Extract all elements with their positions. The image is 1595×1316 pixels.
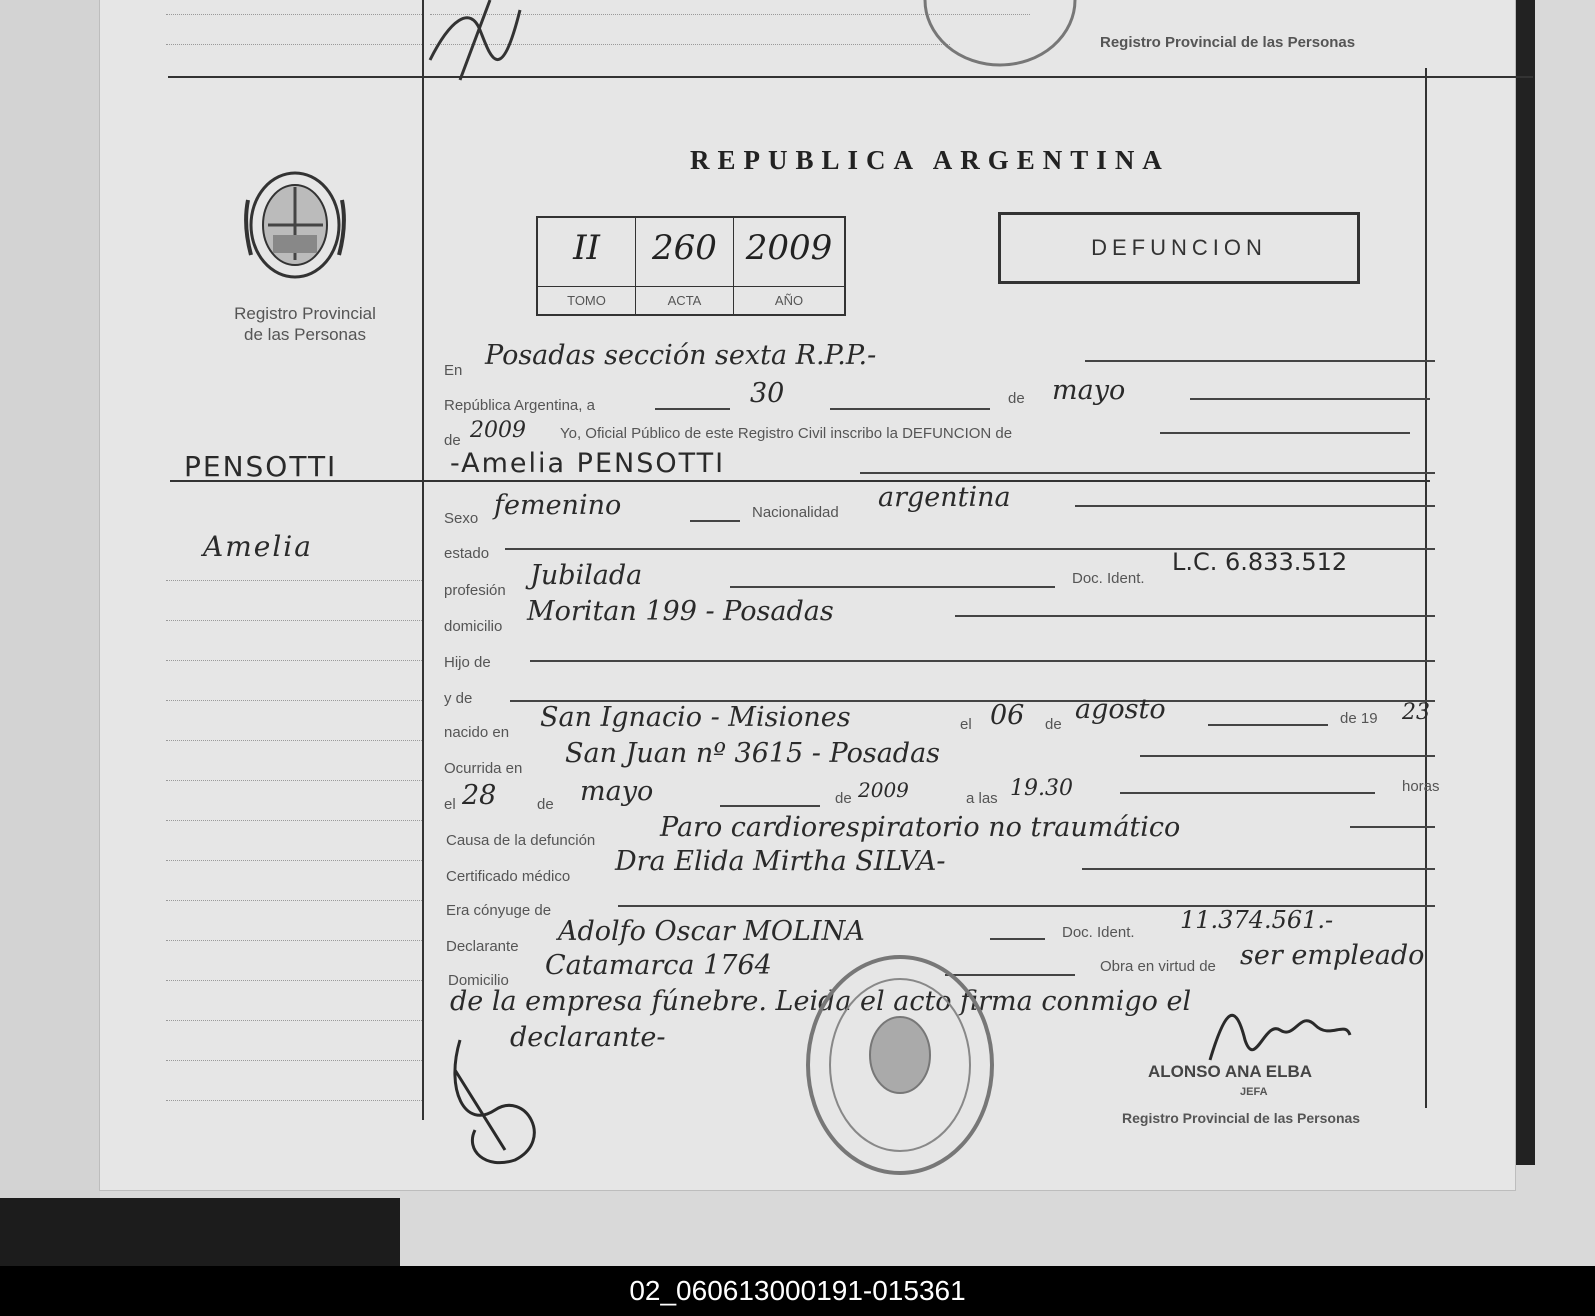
dark-background bbox=[0, 1198, 400, 1268]
obra-label: Obra en virtud de bbox=[1100, 958, 1216, 975]
nacido-value: San Ignacio - Misiones bbox=[540, 702, 851, 733]
birth-month-value: agosto bbox=[1075, 694, 1166, 725]
domicilio-value: Moritan 199 - Posadas bbox=[527, 596, 834, 627]
declarante-value: Adolfo Oscar MOLINA bbox=[558, 916, 865, 947]
sexo-label: Sexo bbox=[444, 510, 479, 527]
domicilio2-label: Domicilio bbox=[448, 972, 509, 989]
de4-label: de 19 bbox=[1340, 710, 1378, 727]
dotted-line bbox=[166, 740, 422, 741]
dotted-line bbox=[166, 1060, 422, 1061]
anio-cell: 2009 AÑO bbox=[734, 218, 844, 314]
de-label: de bbox=[1008, 390, 1025, 407]
profesion-label: profesión bbox=[444, 582, 506, 599]
ocurrida-label: Ocurrida en bbox=[444, 760, 523, 777]
top-stamp-text: Registro Provincial de las Personas bbox=[1100, 34, 1356, 51]
organization-name: Registro Provincial de las Personas bbox=[234, 304, 376, 344]
image-caption: 02_060613000191-015361 bbox=[0, 1266, 1595, 1316]
officer-position: JEFA bbox=[1240, 1086, 1268, 1098]
month-value: mayo bbox=[1052, 375, 1126, 406]
causa-value: Paro cardiorespiratorio no traumático bbox=[660, 812, 1181, 843]
nacionalidad-value: argentina bbox=[878, 482, 1011, 513]
official-seal-icon bbox=[800, 950, 1000, 1180]
dotted-line bbox=[166, 980, 422, 981]
doc2-value: 11.374.561.- bbox=[1180, 906, 1334, 934]
el-label: el bbox=[960, 716, 972, 733]
sexo-value: femenino bbox=[494, 490, 622, 521]
deceased-name: -Amelia PENSOTTI bbox=[450, 448, 726, 479]
death-day-value: 28 bbox=[462, 780, 497, 811]
obra-continuation-2: declarante- bbox=[510, 1022, 666, 1053]
country-title: REPUBLICA ARGENTINA bbox=[690, 145, 1170, 175]
left-page-edge bbox=[0, 0, 100, 1200]
de3-label: de bbox=[1045, 716, 1062, 733]
dotted-line bbox=[166, 1020, 422, 1021]
seal-top-icon bbox=[920, 0, 1080, 70]
hijo-label: Hijo de bbox=[444, 654, 491, 671]
estado-label: estado bbox=[444, 545, 490, 562]
dotted-line bbox=[166, 44, 422, 45]
dotted-line bbox=[166, 660, 422, 661]
declarant-signature bbox=[445, 1030, 565, 1170]
margin-rule bbox=[422, 0, 424, 1120]
coat-of-arms-icon bbox=[243, 165, 347, 285]
dotted-line bbox=[166, 780, 422, 781]
causa-label: Causa de la defunción bbox=[446, 832, 596, 849]
republica-label: República Argentina, a bbox=[444, 397, 595, 414]
dotted-line bbox=[166, 1100, 422, 1101]
dotted-line bbox=[166, 940, 422, 941]
doc-value: L.C. 6.833.512 bbox=[1172, 548, 1348, 576]
officer-name: ALONSO ANA ELBA bbox=[1148, 1062, 1313, 1081]
conyuge-label: Era cónyuge de bbox=[446, 902, 552, 919]
margin-surname: PENSOTTI bbox=[184, 450, 338, 483]
dotted-line bbox=[166, 820, 422, 821]
book-spine bbox=[1515, 0, 1535, 1165]
de6-label: de bbox=[835, 790, 852, 807]
declarante-label: Declarante bbox=[446, 938, 519, 955]
dotted-line bbox=[166, 14, 422, 15]
en-label: En bbox=[444, 362, 463, 379]
dotted-line bbox=[166, 620, 422, 621]
ocurrida-value: San Juan nº 3615 - Posadas bbox=[565, 738, 941, 769]
profesion-value: Jubilada bbox=[530, 560, 643, 591]
de5-label: de bbox=[537, 796, 554, 813]
obra-continuation: de la empresa fúnebre. Leida el acto firma conmigo el bbox=[450, 986, 1192, 1017]
de2-label: de bbox=[444, 432, 461, 449]
doc-label: Doc. Ident. bbox=[1072, 570, 1145, 587]
dotted-line bbox=[166, 700, 422, 701]
dotted-line bbox=[166, 860, 422, 861]
right-rule bbox=[1425, 68, 1427, 1108]
margin-given-name: Amelia bbox=[203, 530, 313, 563]
doc2-label: Doc. Ident. bbox=[1062, 924, 1135, 941]
horas-label: horas bbox=[1402, 778, 1440, 795]
dotted-line bbox=[166, 900, 422, 901]
certificado-value: Dra Elida Mirtha SILVA- bbox=[615, 846, 946, 877]
obra-value: ser empleado bbox=[1240, 940, 1425, 971]
day-value: 30 bbox=[750, 378, 785, 409]
death-month-value: mayo bbox=[580, 776, 654, 807]
register-numbers bbox=[536, 216, 846, 316]
birth-day-value: 06 bbox=[990, 700, 1025, 731]
officer-office: Registro Provincial de las Personas bbox=[1122, 1110, 1361, 1126]
name-rule bbox=[170, 480, 1430, 482]
death-year-value: 2009 bbox=[858, 778, 909, 802]
domicilio-label: domicilio bbox=[444, 618, 503, 635]
domicilio2-value: Catamarca 1764 bbox=[545, 950, 772, 981]
acta-cell: 260 ACTA bbox=[636, 218, 734, 314]
tomo-cell: II TOMO bbox=[538, 218, 636, 314]
alas-label: a las bbox=[966, 790, 998, 807]
nacionalidad-label: Nacionalidad bbox=[752, 504, 839, 521]
certificado-label: Certificado médico bbox=[446, 868, 571, 885]
year-value: 2009 bbox=[470, 418, 526, 443]
en-value: Posadas sección sexta R.P.P.- bbox=[485, 340, 877, 371]
statement-text: Yo, Oficial Público de este Registro Civil inscribo la DEFUNCION de bbox=[560, 425, 1013, 442]
signature-top bbox=[420, 0, 560, 100]
nacido-label: nacido en bbox=[444, 724, 510, 741]
death-time-value: 19.30 bbox=[1010, 776, 1073, 801]
record-type-box: DEFUNCION bbox=[998, 212, 1360, 284]
birth-year-value: 23 bbox=[1402, 700, 1430, 725]
el2-label: el bbox=[444, 796, 456, 813]
top-rule bbox=[168, 76, 1533, 78]
dotted-line bbox=[166, 580, 422, 581]
yde-label: y de bbox=[444, 690, 473, 707]
